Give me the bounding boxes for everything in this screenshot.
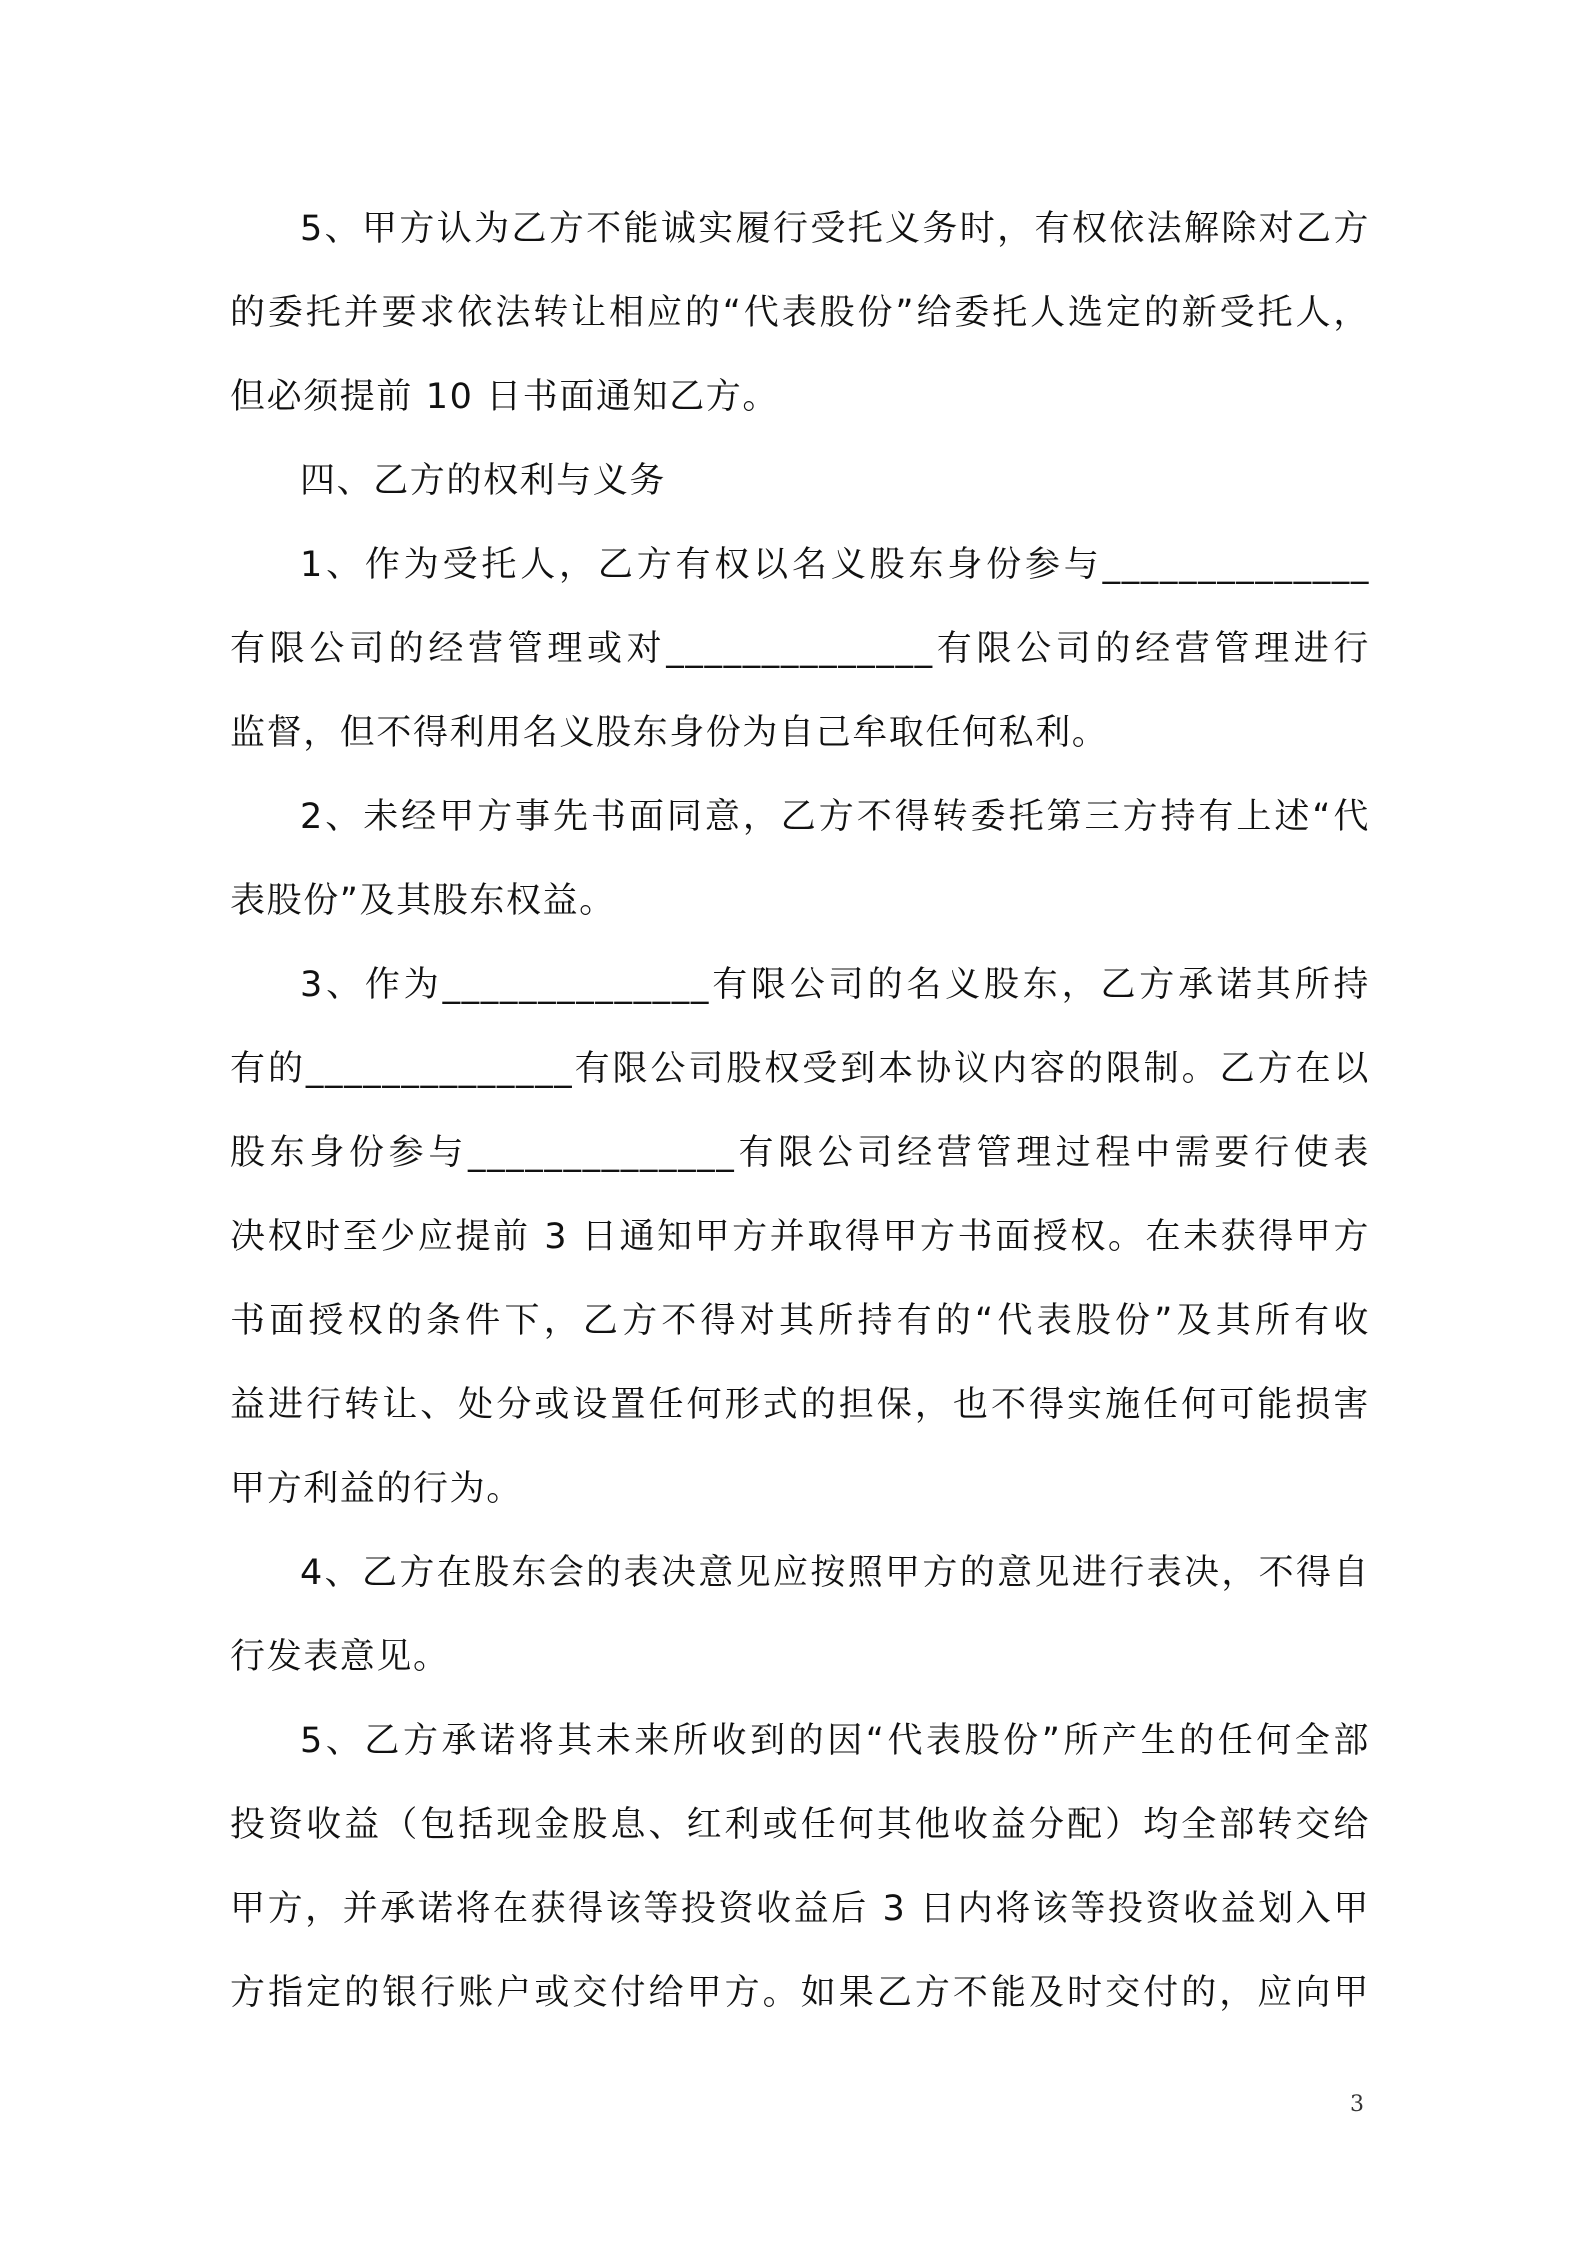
text-line: 甲方利益的行为。 <box>230 1469 523 1509</box>
text-line: 4、乙方在股东会的表决意见应按照甲方的意见进行表决，不得自 <box>300 1553 1370 1593</box>
text-line: 有限公司的经营管理或对______________有限公司的经营管理进行 <box>230 629 1370 669</box>
text-line: 的委托并要求依法转让相应的“代表股份”给委托人选定的新受托人， <box>230 293 1370 333</box>
text-line: 有的______________有限公司股权受到本协议内容的限制。乙方在以 <box>230 1049 1370 1089</box>
text-line: 5、乙方承诺将其未来所收到的因“代表股份”所产生的任何全部 <box>300 1721 1370 1761</box>
text-line: 5、甲方认为乙方不能诚实履行受托义务时，有权依法解除对乙方 <box>300 209 1370 249</box>
text-line: 3、作为______________有限公司的名义股东，乙方承诺其所持 <box>300 965 1370 1005</box>
text-line: 决权时至少应提前 3 日通知甲方并取得甲方书面授权。在未获得甲方 <box>230 1217 1370 1257</box>
text-line: 甲方，并承诺将在获得该等投资收益后 3 日内将该等投资收益划入甲 <box>230 1889 1370 1929</box>
page-number: 3 <box>1350 2092 1364 2117</box>
text-line: 监督，但不得利用名义股东身份为自己牟取任何私利。 <box>230 713 1109 753</box>
text-line: 投资收益（包括现金股息、红利或任何其他收益分配）均全部转交给 <box>230 1805 1370 1845</box>
text-line: 表股份”及其股东权益。 <box>230 881 616 921</box>
text-line: 1、作为受托人，乙方有权以名义股东身份参与______________ <box>300 545 1370 585</box>
text-line: 股东身份参与______________有限公司经营管理过程中需要行使表 <box>230 1133 1370 1173</box>
section-heading: 四、乙方的权利与义务 <box>300 461 667 501</box>
text-line: 行发表意见。 <box>230 1637 450 1677</box>
text-line: 2、未经甲方事先书面同意，乙方不得转委托第三方持有上述“代 <box>300 797 1370 837</box>
text-line: 书面授权的条件下，乙方不得对其所持有的“代表股份”及其所有收 <box>230 1301 1370 1341</box>
text-line: 益进行转让、处分或设置任何形式的担保，也不得实施任何可能损害 <box>230 1385 1370 1425</box>
text-line: 但必须提前 10 日书面通知乙方。 <box>230 377 779 417</box>
text-line: 方指定的银行账户或交付给甲方。如果乙方不能及时交付的，应向甲 <box>230 1973 1370 2013</box>
